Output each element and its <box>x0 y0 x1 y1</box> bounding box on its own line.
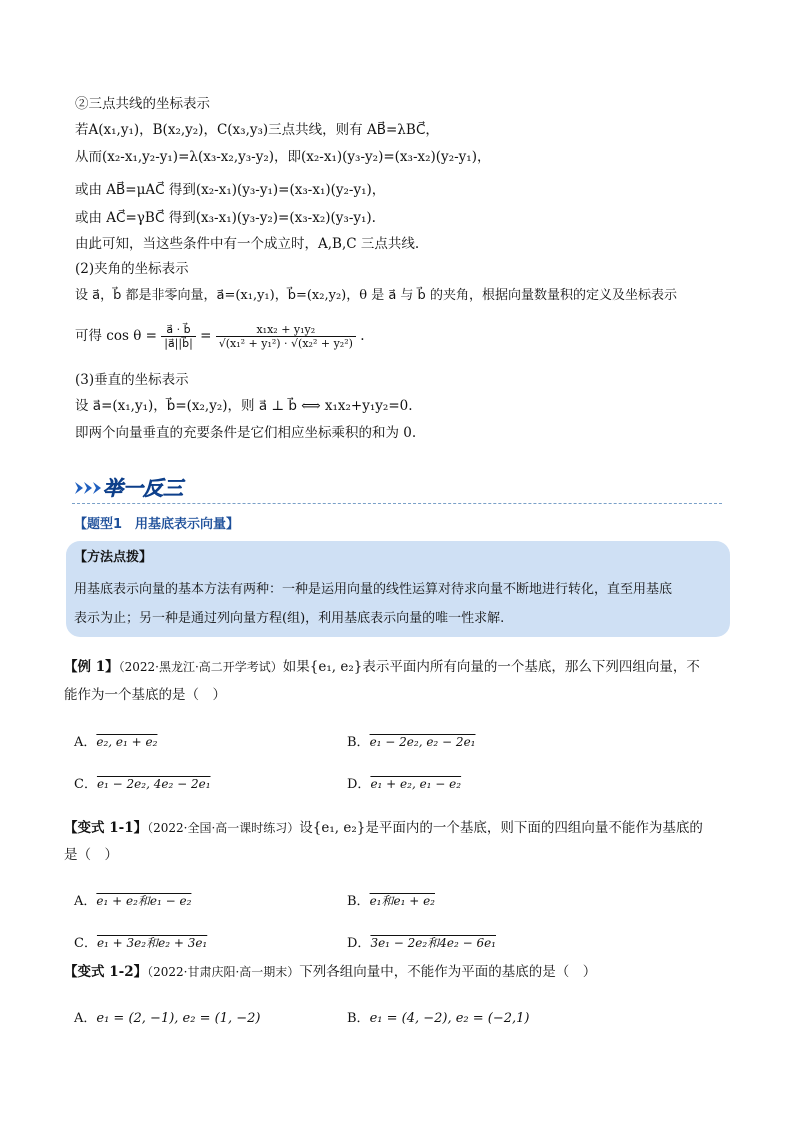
ex1-option-a-label: A． <box>74 735 97 750</box>
var11-option-a-value: e₁ + e₂和e₁ − e₂ <box>96 894 192 908</box>
variant-1-1-tag: 【变式 1-1】 <box>64 820 148 836</box>
var11-option-d[interactable] <box>347 933 496 954</box>
angle-formula <box>75 316 365 356</box>
var11-option-d-label: D． <box>347 936 371 951</box>
banner-arrows-icon <box>75 482 101 494</box>
var12-option-b-label: B． <box>347 1011 370 1026</box>
fraction-coordinates <box>216 323 356 350</box>
perp-heading: (3)垂直的坐标表示 <box>75 372 189 388</box>
fraction-dot-over-norm <box>161 323 196 350</box>
frac2-denominator: √(x₁² + y₁²) · √(x₂² + y₂²) <box>218 337 353 350</box>
var11-option-b[interactable] <box>347 891 435 912</box>
var11-option-b-label: B． <box>347 894 370 909</box>
ex1-option-d-value: e₁ + e₂, e₁ − e₂ <box>370 777 462 791</box>
variant-1-1-line-1 <box>64 818 703 838</box>
ex1-option-b-label: B． <box>347 735 370 750</box>
var12-option-a[interactable] <box>74 1009 260 1029</box>
ex1-option-c[interactable] <box>74 774 211 795</box>
perp-line-2: 即两个向量垂直的充要条件是它们相应坐标乘积的和为 0. <box>75 425 417 441</box>
ex1-option-b-value: e₁ − 2e₂, e₂ − 2e₁ <box>369 735 476 749</box>
example-1-tag: 【例 1】 <box>64 659 119 675</box>
collinear-conclusion: 由此可知，当这些条件中有一个成立时，A,B,C 三点共线. <box>75 236 420 252</box>
var11-option-b-value: e₁和e₁ + e₂ <box>369 894 435 908</box>
example-1-source: （2022·黑龙江·高二开学考试） <box>118 660 283 674</box>
frac1-denominator: |a⃗||b⃗| <box>164 337 193 350</box>
example-1-question-1: 如果{e₁, e₂}表示平面内所有向量的一个基底，那么下列四组向量，不 <box>282 659 700 675</box>
var11-option-c[interactable] <box>74 933 207 954</box>
var12-option-b[interactable] <box>347 1009 530 1029</box>
topic-1-title: 【题型1 用基底表示向量】 <box>74 517 240 532</box>
banner-title: 举一反三 <box>103 476 183 500</box>
ex1-option-c-label: C． <box>74 777 97 792</box>
var11-option-c-label: C． <box>74 936 97 951</box>
collinear-line-2: 从而(x₂-x₁,y₂-y₁)=λ(x₃-x₂,y₃-y₂)，即(x₂-x₁)(y₃-y₂)=(x₃-x₂)(y₂-y₁)， <box>75 149 491 165</box>
equals-sign: = <box>200 328 212 344</box>
angle-heading: (2)夹角的坐标表示 <box>75 261 189 277</box>
variant-1-1-source: （2022·全国·高一课时练习） <box>147 821 300 835</box>
collinear-line-4: 或由 AC⃗=γBC⃗ 得到(x₃-x₁)(y₃-y₂)=(x₃-x₂)(y₃-y₁). <box>75 210 376 226</box>
example-1-line-1 <box>64 657 700 677</box>
variant-1-1-question-1: 设{e₁, e₂}是平面内的一个基底，则下面的四组向量不能作为基底的 <box>299 820 703 836</box>
example-1-question-2: 能作为一个基底的是（ ） <box>64 687 226 703</box>
var12-option-b-value: e₁ = (4, −2), e₂ = (−2,1) <box>369 1011 530 1026</box>
var11-option-a-label: A． <box>74 894 97 909</box>
variant-1-2-tag: 【变式 1-2】 <box>64 964 148 980</box>
collinear-line-1: 若A(x₁,y₁)，B(x₂,y₂)，C(x₃,y₃)三点共线，则有 AB⃗=λBC⃗， <box>75 122 439 138</box>
method-line-2: 表示为止；另一种是通过列向量方程(组)，利用基底表示向量的唯一性求解. <box>74 611 505 626</box>
ex1-option-a[interactable] <box>74 732 157 753</box>
angle-line-1: 设 a⃗，b⃗ 都是非零向量，a⃗=(x₁,y₁)，b⃗=(x₂,y₂)，θ 是 a⃗ 与 b⃗ 的夹角，根据向量数量积的定义及坐标表示 <box>75 288 677 303</box>
ex1-option-c-value: e₁ − 2e₂, 4e₂ − 2e₁ <box>96 777 211 791</box>
ex1-option-a-value: e₂, e₁ + e₂ <box>96 735 158 749</box>
collinear-heading: ②三点共线的坐标表示 <box>75 96 210 112</box>
ex1-option-d-label: D． <box>347 777 371 792</box>
variant-1-2-line-1 <box>64 962 596 982</box>
cos-prefix: 可得 cos θ = <box>75 328 157 344</box>
method-line-1: 用基底表示向量的基本方法有两种：一种是运用向量的线性运算对待求向量不断地进行转化，直至用基底 <box>74 582 673 597</box>
collinear-line-3: 或由 AB⃗=μAC⃗ 得到(x₂-x₁)(y₃-y₁)=(x₃-x₁)(y₂-y₁)， <box>75 182 386 198</box>
var12-option-a-value: e₁ = (2, −1), e₂ = (1, −2) <box>96 1011 261 1026</box>
ex1-option-b[interactable] <box>347 732 475 753</box>
variant-1-2-question-1: 下列各组向量中，不能作为平面的基底的是（ ） <box>299 964 597 980</box>
frac2-numerator: x₁x₂ + y₁y₂ <box>216 323 356 337</box>
var11-option-a[interactable] <box>74 891 191 912</box>
var11-option-d-value: 3e₁ − 2e₂和4e₂ − 6e₁ <box>370 936 496 950</box>
var12-option-a-label: A． <box>74 1011 97 1026</box>
banner-graphic <box>73 472 203 502</box>
method-title: 【方法点拨】 <box>74 550 153 565</box>
formula-period: . <box>360 328 365 344</box>
variant-1-1-question-2: 是（ ） <box>64 847 118 863</box>
var11-option-c-value: e₁ + 3e₂和e₂ + 3e₁ <box>96 936 208 950</box>
perp-line-1: 设 a⃗=(x₁,y₁)，b⃗=(x₂,y₂)，则 a⃗ ⊥ b⃗ ⟺ x₁x₂+y₁y₂=0. <box>75 398 413 414</box>
frac1-numerator: a⃗ · b⃗ <box>161 323 196 337</box>
ex1-option-d[interactable] <box>347 774 461 795</box>
variant-1-2-source: （2022·甘肃庆阳·高一期末） <box>147 965 300 979</box>
section-divider <box>72 503 722 504</box>
